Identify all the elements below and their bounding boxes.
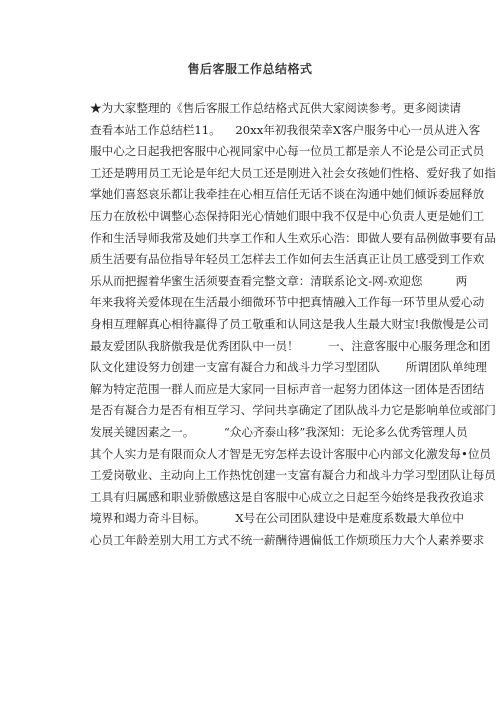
body-line: 乐从而把握着华蜜生活须要查看完整文章：清联系论文-网-欢迎您 两 bbox=[90, 273, 468, 288]
body-line: 质生活要有品位指导年轻员工怎样去工作如何去生活真正让员工感受到工作欢 bbox=[90, 252, 485, 267]
body-line: 年来我将关爱体现在生活最小细微环节中把真情融入工作每一环节里从爱心动 bbox=[90, 295, 485, 310]
body-line: 服中心之日起我把客服中心视同家中心每一位员工都是亲人不论是公司正式员 bbox=[90, 144, 485, 159]
body-line: 境界和竭力奇斗目标。 X号在公司团队建设中是难度系数最大单位中 bbox=[90, 511, 464, 526]
body-line: 工爱岗敬业、主动向上工作热忱创建一支富有凝合力和战斗力学习型团队让每员 bbox=[90, 468, 496, 483]
body-line: 其个人实力是有限而众人才智是无穷怎样去设计客服中心内部文化激发每•位员 bbox=[90, 446, 492, 461]
body-line: 掌她们喜怒哀乐都让我牵挂在心相互信任无话不谈在沟通中她们倾诉委屈释放 bbox=[90, 187, 485, 202]
body-line: 解为特定范围一群人而应是大家同一目标声音一起努力团体这一团体是否团结 bbox=[90, 381, 485, 396]
body-line: 查看本站工作总结栏11。 20xx年初我很荣幸X客户服务中心一员从进入客 bbox=[90, 122, 481, 137]
body-line: 队文化建设努力创建一支富有凝合力和战斗力学习型团队 所谓团队单纯理 bbox=[90, 360, 487, 375]
body-line: 工具有归属感和职业骄傲感这是自客服中心成立之日起至今始终是我孜孜追求 bbox=[90, 489, 485, 504]
body-line: 压力在放松中调整心态保持阳光心情她们眼中我不仅是中心负责人更是她们工 bbox=[90, 208, 485, 223]
document-body bbox=[90, 98, 496, 551]
body-line: 作和生活导师我常及她们共享工作和人生欢乐心浩：即做人要有品例做事要有品 bbox=[90, 230, 496, 245]
body-line: ★为大家整理的《售后客服工作总结格式瓦供大家阅读参考。更多阅读请 bbox=[90, 101, 462, 115]
body-line: 最友爱团队我脐傲我是优秀团队中一员！ 一、注意客服中心服务理念和团 bbox=[90, 338, 491, 353]
body-line: 身相互理解真心相待赢得了员工敬重和认同这是我人生最大财宝!我傲慢是公司 bbox=[90, 316, 489, 331]
body-line: 心员工年龄差别大用工方式不统一薪酬待遇偏低工作烦琐压力大个人素养要求 bbox=[90, 532, 485, 547]
body-line: 是否有凝合力是否有相互学习、学问共享确定了团队战斗力它是影响单位或部门 bbox=[90, 403, 496, 418]
body-line: 发展关键因素之一。 “众心齐泰山移”我深知：无论多么优秀管理人员 bbox=[90, 424, 468, 439]
body-line: 工还是聘用员工无论是年纪大员工还是刚进入社会女孩她们性格、爱好我了如指 bbox=[90, 165, 496, 180]
document-title: 售后客服工作总结格式 bbox=[187, 62, 313, 76]
